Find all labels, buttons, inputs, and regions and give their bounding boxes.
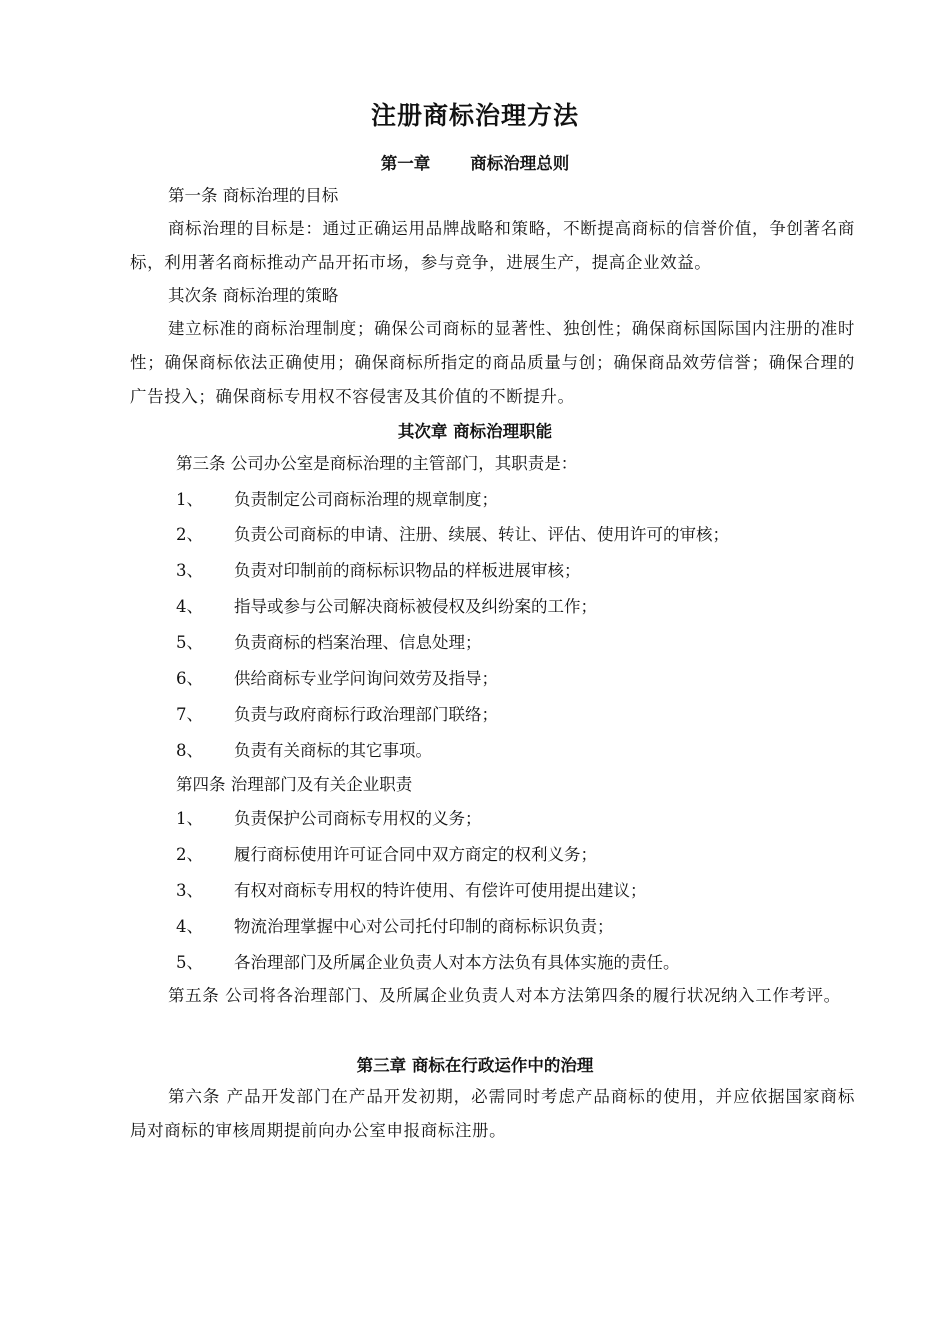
list-item-number: 3、 xyxy=(176,881,203,900)
list-item-number: 4、 xyxy=(176,917,203,936)
article-1-body: 商标治理的目标是：通过正确运用品牌战略和策略，不断提高商标的信誉价值，争创著名商标，利用著名商标推动产品开拓市场，参与竞争，进展生产，提高企业效益。 xyxy=(130,219,855,272)
list-item-number: 1、 xyxy=(176,809,203,828)
list-item: 负责对印制前的商标标识物品的样板进展审核； xyxy=(234,561,581,580)
list-item: 负责公司商标的申请、注册、续展、转让、评估、使用许可的审核； xyxy=(234,525,729,544)
chapter-1-heading xyxy=(0,150,950,174)
article-2-title: 其次条 商标治理的策略 xyxy=(168,286,339,305)
list-item: 负责与政府商标行政治理部门联络； xyxy=(234,705,498,724)
list-item: 各治理部门及所属企业负责人对本方法负有具体实施的责任。 xyxy=(234,953,680,972)
list-item-number: 1、 xyxy=(176,490,203,509)
list-item: 供给商标专业学问询问效劳及指导； xyxy=(234,669,498,688)
chapter-1-title: 商标治理总则 xyxy=(470,154,570,173)
list-item-number: 5、 xyxy=(176,953,203,972)
list-item-number: 5、 xyxy=(176,633,203,652)
list-item-number: 8、 xyxy=(176,741,203,760)
list-item: 履行商标使用许可证合同中双方商定的权利义务； xyxy=(234,845,597,864)
list-item-number: 4、 xyxy=(176,597,203,616)
document-title: 注册商标治理方法 xyxy=(370,101,579,130)
list-item-number: 7、 xyxy=(176,705,203,724)
list-item-number: 2、 xyxy=(176,525,203,544)
article-2-body: 建立标准的商标治理制度；确保公司商标的显著性、独创性；确保商标国际国内注册的准时性；确保商标依法正确使用；确保商标所指定的商品质量与创；确保商品效劳信誉；确保合理的广告投入；确保商标专用权不容侵害及其价值的不断提升。 xyxy=(130,319,855,406)
list-item: 负责商标的档案治理、信息处理； xyxy=(234,633,482,652)
article-3-title: 第三条 公司办公室是商标治理的主管部门，其职责是： xyxy=(176,454,578,473)
article-6-body: 第六条 产品开发部门在产品开发初期，必需同时考虑产品商标的使用，并应依据国家商标局对商标的审核周期提前向办公室申报商标注册。 xyxy=(130,1087,855,1140)
list-item: 物流治理掌握中心对公司托付印制的商标标识负责； xyxy=(234,917,614,936)
list-item-number: 3、 xyxy=(176,561,203,580)
list-item: 负责保护公司商标专用权的义务； xyxy=(234,809,482,828)
chapter-2-heading: 其次章 商标治理职能 xyxy=(397,422,553,441)
list-item: 负责有关商标的其它事项。 xyxy=(234,741,432,760)
list-item: 有权对商标专用权的特许使用、有偿许可使用提出建议； xyxy=(234,881,647,900)
list-item: 负责制定公司商标治理的规章制度； xyxy=(234,490,498,509)
article-5-body: 第五条 公司将各治理部门、及所属企业负责人对本方法第四条的履行状况纳入工作考评。 xyxy=(168,986,841,1005)
list-item: 指导或参与公司解决商标被侵权及纠纷案的工作； xyxy=(234,597,597,616)
list-item-number: 2、 xyxy=(176,845,203,864)
chapter-1-number: 第一章 xyxy=(380,154,431,173)
list-item-number: 6、 xyxy=(176,669,203,688)
article-1-title: 第一条 商标治理的目标 xyxy=(168,186,339,205)
article-4-title: 第四条 治理部门及有关企业职责 xyxy=(176,775,413,794)
chapter-3-heading: 第三章 商标在行政运作中的治理 xyxy=(356,1056,594,1075)
